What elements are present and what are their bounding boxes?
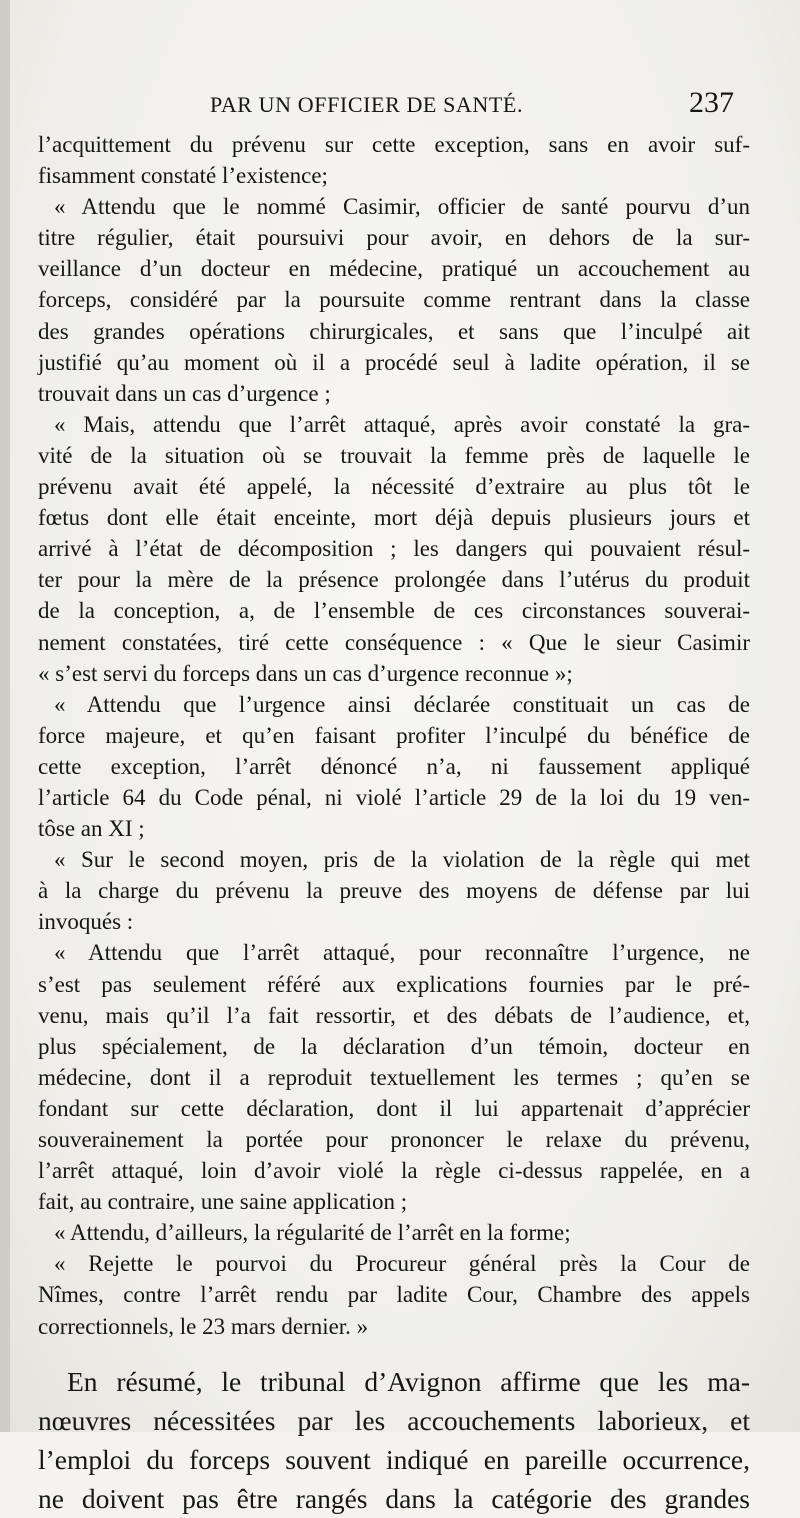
- text-line: l’acquittement du prévenu sur cette exception, sans en avoir suf-: [38, 132, 750, 157]
- text-line: invoqués :: [38, 909, 134, 935]
- text-line: « Rejette le pourvoi du Procureur général près la Cour de: [54, 1251, 750, 1277]
- text-line: nement constatées, tiré cette conséquence : « Que le sieur Casimir: [38, 629, 750, 655]
- text-line: « Attendu que l’urgence ainsi déclarée constituait un cas de: [54, 691, 750, 717]
- text-line: « s’est servi du forceps dans un cas d’urgence reconnue »;: [38, 660, 573, 686]
- text-line: souverainement la portée pour prononcer le relaxe du prévenu,: [38, 1127, 750, 1152]
- text-line: fondant sur cette déclaration, dont il lui appartenait d’apprécier: [38, 1095, 750, 1121]
- paragraph-summary: [38, 1362, 750, 1518]
- text-line: à la charge du prévenu la preuve des moyens de défense par lui: [38, 878, 750, 904]
- paragraph-reconnaitre-urgence: [38, 937, 750, 1217]
- text-line: trouvait dans un cas d’urgence ;: [38, 380, 331, 406]
- text-line: prévenu avait été appelé, la nécessité d’extraire au plus tôt le: [38, 474, 750, 500]
- paragraph-second-moyen: [38, 844, 750, 937]
- text-line: de la conception, a, de l’ensemble de ces circonstances souverai-: [38, 598, 750, 624]
- paragraph-gap: [38, 1342, 750, 1362]
- text-line: Nîmes, contre l’arrêt rendu par ladite Cour, Chambre des appels: [38, 1282, 750, 1308]
- paragraph-opening: [38, 129, 750, 191]
- text-line: forceps, considéré par la poursuite comme rentrant dans la classe: [38, 287, 750, 313]
- running-head: [10, 86, 800, 120]
- text-line: « Attendu que le nommé Casimir, officier de santé pourvu d’un: [54, 194, 750, 220]
- text-line: veillance d’un docteur en médecine, pratiqué un accouchement au: [38, 256, 750, 282]
- paragraph-force-majeure: [38, 689, 750, 844]
- text-line: justifié qu’au moment où il a procédé seul à ladite opération, il se: [38, 349, 750, 375]
- text-line: nœuvres nécessitées par les accouchements laborieux, et: [38, 1404, 750, 1436]
- text-line: des grandes opérations chirurgicales, et sans que l’inculpé ait: [38, 318, 750, 344]
- text-line: plus spécialement, de la déclaration d’un témoin, docteur en: [38, 1033, 750, 1059]
- text-line: « Attendu, d’ailleurs, la régularité de l’arrêt en la forme;: [54, 1220, 571, 1246]
- text-line: En résumé, le tribunal d’Avignon affirme que les ma-: [67, 1365, 750, 1397]
- text-line: médecine, dont il a reproduit textuellement les termes ; qu’en se: [38, 1064, 750, 1090]
- text-line: s’est pas seulement référé aux explications fournies par le pré-: [38, 971, 750, 997]
- text-line: vité de la situation où se trouvait la femme près de laquelle le: [38, 442, 750, 468]
- running-title: PAR UN OFFICIER DE SANTÉ.: [210, 92, 524, 117]
- text-line: l’article 64 du Code pénal, ni violé l’article 29 de la loi du 19 ven-: [38, 784, 750, 810]
- page-number: 237: [689, 86, 734, 119]
- text-line: « Mais, attendu que l’arrêt attaqué, après avoir constaté la gra-: [54, 411, 750, 437]
- text-line: l’arrêt attaqué, loin d’avoir violé la règle ci-dessus rappelée, en a: [38, 1158, 750, 1184]
- text-line: fait, au contraire, une saine application ;: [38, 1189, 408, 1215]
- text-line: « Attendu que l’arrêt attaqué, pour reconnaître l’urgence, ne: [54, 940, 750, 966]
- page-body: [38, 129, 750, 1518]
- paragraph-regularite: [38, 1217, 750, 1248]
- text-line: arrivé à l’état de décomposition ; les dangers qui pouvaient résul-: [38, 536, 750, 562]
- text-line: tôse an XI ;: [38, 816, 145, 842]
- text-line: fœtus dont elle était enceinte, mort déjà depuis plusieurs jours et: [38, 505, 750, 531]
- text-line: fisamment constaté l’existence;: [38, 163, 328, 189]
- text-line: titre régulier, était poursuivi pour avoir, en dehors de la sur-: [38, 225, 750, 251]
- paragraph-attendu-casimir: [38, 191, 750, 409]
- text-line: venu, mais qu’il l’a fait ressortir, et des débats de l’audience, et,: [38, 1002, 750, 1028]
- text-line: ter pour la mère de la présence prolongée dans l’utérus du produit: [38, 567, 750, 593]
- paragraph-rejette: [38, 1248, 750, 1341]
- text-line: l’emploi du forceps souvent indiqué en pareille occurrence,: [38, 1443, 750, 1475]
- text-line: correctionnels, le 23 mars dernier. »: [38, 1313, 369, 1339]
- text-line: cette exception, l’arrêt dénoncé n’a, ni faussement appliqué: [38, 753, 750, 779]
- text-line: force majeure, et qu’en faisant profiter l’inculpé du bénéfice de: [38, 722, 750, 748]
- text-line: ne doivent pas être rangés dans la catégorie des grandes: [38, 1482, 750, 1514]
- text-line: « Sur le second moyen, pris de la violation de la règle qui met: [54, 847, 750, 873]
- paragraph-mais-attendu: [38, 409, 750, 689]
